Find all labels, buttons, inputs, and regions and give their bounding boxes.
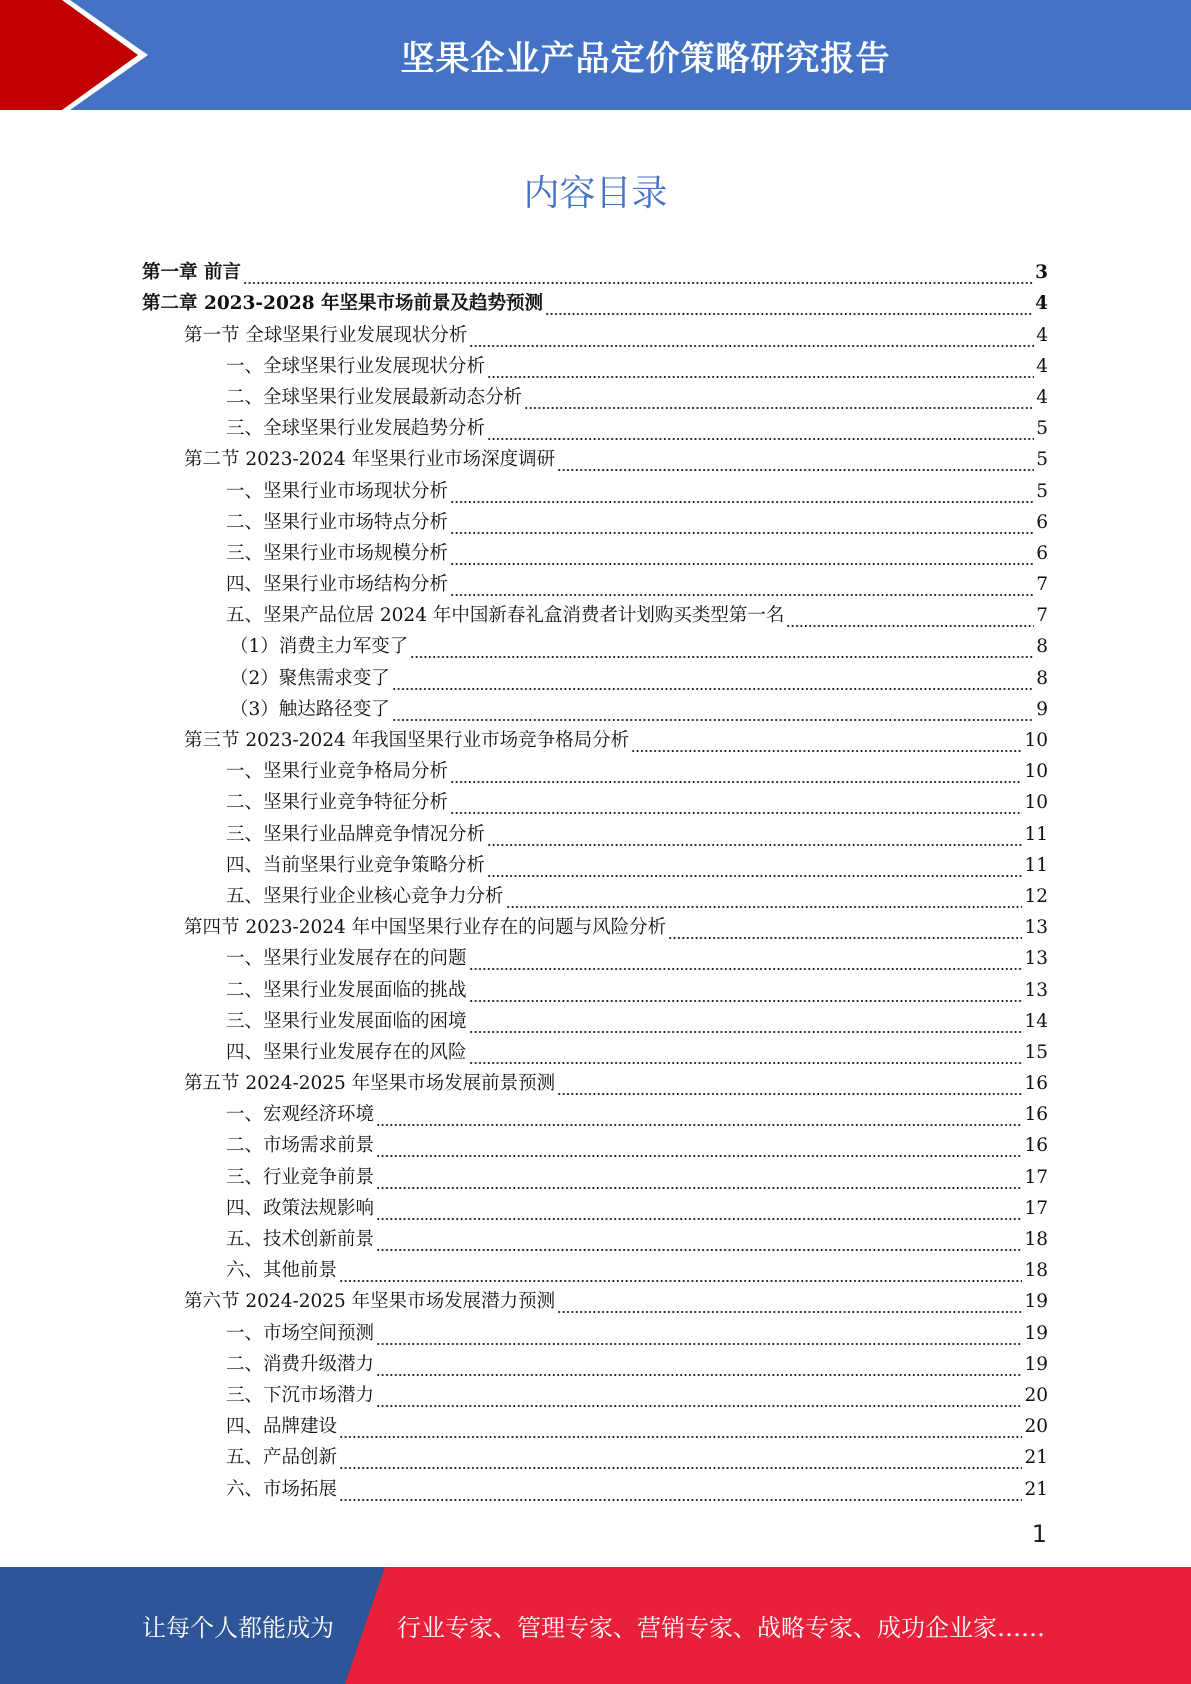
- toc-entry-title: 第三节 2023-2024 年我国坚果行业市场竞争格局分析: [184, 730, 630, 751]
- toc-entry[interactable]: [142, 348, 1048, 379]
- toc-entry[interactable]: [142, 254, 1048, 285]
- toc-entry-page: 4: [1035, 293, 1048, 315]
- report-title: 坚果企业产品定价策略研究报告: [400, 38, 891, 79]
- toc-entry-title: 五、坚果产品位居 2024 年中国新春礼盒消费者计划购买类型第一名: [226, 605, 785, 627]
- toc-entry-title: 第二节 2023-2024 年坚果行业市场深度调研: [184, 449, 556, 471]
- toc-entry[interactable]: [142, 1377, 1048, 1408]
- toc-entry[interactable]: [142, 379, 1048, 410]
- table-of-contents: [142, 254, 1048, 1502]
- toc-entry[interactable]: [142, 566, 1048, 597]
- toc-entry-title: 四、当前坚果行业竞争策略分析: [226, 854, 486, 876]
- toc-entry-page: 13: [1024, 948, 1048, 970]
- toc-entry-page: 21: [1024, 1478, 1048, 1500]
- toc-entry[interactable]: [142, 815, 1048, 846]
- toc-entry[interactable]: [142, 285, 1048, 316]
- toc-entry-page: 10: [1024, 761, 1048, 783]
- toc-entry-page: 17: [1024, 1166, 1048, 1188]
- footer-slogan-left: 让每个人都能成为: [142, 1614, 334, 1642]
- toc-entry-page: 17: [1024, 1197, 1048, 1219]
- toc-entry-page: 13: [1024, 979, 1048, 1001]
- toc-entry-page: 20: [1024, 1384, 1048, 1406]
- toc-entry[interactable]: [142, 1096, 1048, 1127]
- toc-entry-page: 19: [1024, 1322, 1048, 1344]
- toc-entry-title: 二、市场需求前景: [226, 1135, 375, 1157]
- toc-entry-title: 一、宏观经济环境: [226, 1104, 375, 1126]
- toc-entry-title: 三、坚果行业市场规模分析: [226, 542, 449, 564]
- toc-dot-leader: [376, 1201, 1022, 1221]
- toc-entry[interactable]: [142, 722, 1048, 753]
- toc-entry[interactable]: [142, 1065, 1048, 1096]
- toc-dot-leader: [450, 484, 1034, 504]
- toc-dot-leader: [469, 951, 1023, 971]
- toc-entry-title: 第四节 2023-2024 年中国坚果行业存在的问题与风险分析: [184, 917, 667, 939]
- toc-entry[interactable]: [142, 1003, 1048, 1034]
- toc-entry-title: 一、坚果行业发展存在的问题: [226, 948, 467, 970]
- toc-entry-title: 五、坚果行业企业核心竞争力分析: [226, 885, 504, 907]
- toc-entry-page: 4: [1036, 324, 1048, 346]
- toc-dot-leader: [506, 889, 1023, 909]
- toc-entry-title: 五、产品创新: [226, 1447, 338, 1469]
- toc-entry[interactable]: [142, 1127, 1048, 1158]
- toc-entry-page: 16: [1024, 1135, 1048, 1157]
- toc-entry-title: 六、其他前景: [226, 1260, 338, 1282]
- toc-entry-title: 一、坚果行业市场现状分析: [226, 480, 449, 502]
- toc-entry-page: 20: [1024, 1416, 1048, 1438]
- toc-entry-title: 四、坚果行业发展存在的风险: [226, 1041, 467, 1063]
- toc-entry-page: 7: [1036, 605, 1048, 627]
- toc-entry-title: 二、坚果行业竞争特征分析: [226, 792, 449, 814]
- toc-dot-leader: [392, 671, 1034, 691]
- toc-dot-leader: [786, 608, 1034, 628]
- toc-dot-leader: [487, 421, 1034, 441]
- toc-dot-leader: [469, 983, 1023, 1003]
- toc-dot-leader: [376, 1388, 1022, 1408]
- toc-entry[interactable]: [142, 753, 1048, 784]
- toc-dot-leader: [450, 577, 1034, 597]
- toc-entry-title: 一、全球坚果行业发展现状分析: [226, 355, 486, 377]
- toc-entry-page: 3: [1035, 262, 1048, 284]
- toc-entry-title: 三、坚果行业品牌竞争情况分析: [226, 823, 486, 845]
- toc-entry-title: 一、市场空间预测: [226, 1322, 375, 1344]
- toc-entry-page: 14: [1024, 1010, 1048, 1032]
- toc-entry-page: 16: [1024, 1104, 1048, 1126]
- toc-entry[interactable]: [142, 504, 1048, 535]
- header-arrow-decoration: [0, 0, 160, 110]
- toc-entry[interactable]: [142, 1470, 1048, 1501]
- toc-entry-page: 11: [1024, 823, 1048, 845]
- toc-entry-title: 第一节 全球坚果行业发展现状分析: [184, 324, 468, 346]
- toc-entry-title: 第一章 前言: [142, 262, 241, 284]
- toc-dot-leader: [469, 328, 1034, 348]
- toc-entry-title: 一、坚果行业竞争格局分析: [226, 761, 449, 783]
- toc-entry-page: 6: [1036, 542, 1048, 564]
- toc-entry-page: 10: [1024, 730, 1048, 751]
- toc-entry[interactable]: [142, 1408, 1048, 1439]
- toc-entry[interactable]: [142, 691, 1048, 722]
- toc-entry[interactable]: [142, 847, 1048, 878]
- toc-entry-page: 4: [1036, 386, 1048, 408]
- toc-dot-leader: [557, 1076, 1022, 1096]
- toc-entry[interactable]: [142, 410, 1048, 441]
- toc-dot-leader: [339, 1263, 1022, 1283]
- toc-entry-page: 7: [1036, 574, 1048, 596]
- toc-entry[interactable]: [142, 1034, 1048, 1065]
- footer-banner: [0, 1567, 1191, 1684]
- toc-dot-leader: [487, 359, 1034, 379]
- page-number: 1: [1031, 1520, 1047, 1548]
- toc-dot-leader: [376, 1107, 1022, 1127]
- footer-slogan-right: 行业专家、管理专家、营销专家、战略专家、成功企业家……: [397, 1614, 1045, 1642]
- toc-entry[interactable]: [142, 1346, 1048, 1377]
- toc-entry-title: 三、坚果行业发展面临的困境: [226, 1010, 467, 1032]
- toc-dot-leader: [557, 452, 1034, 472]
- toc-dot-leader: [524, 390, 1034, 410]
- toc-entry-page: 18: [1024, 1260, 1048, 1282]
- toc-entry-title: 四、坚果行业市场结构分析: [226, 574, 449, 596]
- toc-entry[interactable]: [142, 1439, 1048, 1470]
- toc-entry[interactable]: [142, 971, 1048, 1002]
- toc-entry[interactable]: [142, 659, 1048, 690]
- toc-dot-leader: [339, 1450, 1022, 1470]
- toc-entry-page: 12: [1024, 885, 1048, 907]
- toc-entry-title: 二、坚果行业发展面临的挑战: [226, 979, 467, 1001]
- toc-entry[interactable]: [142, 472, 1048, 503]
- toc-entry-title: 第五节 2024-2025 年坚果市场发展前景预测: [184, 1073, 556, 1095]
- toc-entry-title: （3）触达路径变了: [230, 698, 390, 720]
- toc-entry[interactable]: [142, 316, 1048, 347]
- toc-entry[interactable]: [142, 1221, 1048, 1252]
- toc-entry[interactable]: [142, 441, 1048, 472]
- toc-dot-leader: [376, 1357, 1022, 1377]
- toc-entry-page: 8: [1036, 636, 1048, 658]
- toc-entry-title: 三、行业竞争前景: [226, 1166, 375, 1188]
- toc-dot-leader: [376, 1138, 1022, 1158]
- toc-dot-leader: [450, 764, 1022, 784]
- toc-heading: 内容目录: [523, 173, 668, 214]
- toc-dot-leader: [487, 827, 1022, 847]
- toc-dot-leader: [376, 1170, 1022, 1190]
- toc-dot-leader: [631, 733, 1022, 753]
- toc-entry-page: 6: [1036, 511, 1048, 533]
- toc-entry-page: 18: [1024, 1229, 1048, 1250]
- toc-entry-title: 二、消费升级潜力: [226, 1353, 375, 1375]
- toc-dot-leader: [376, 1232, 1022, 1252]
- toc-entry-title: 五、技术创新前景: [226, 1229, 375, 1250]
- toc-entry-page: 13: [1024, 917, 1048, 939]
- toc-dot-leader: [243, 265, 1033, 285]
- toc-entry-page: 5: [1036, 418, 1048, 440]
- toc-entry-page: 9: [1036, 698, 1048, 720]
- toc-entry-page: 5: [1036, 480, 1048, 502]
- toc-entry-page: 10: [1024, 792, 1048, 814]
- toc-entry-title: （1）消费主力军变了: [230, 636, 409, 658]
- toc-entry-page: 4: [1036, 355, 1048, 377]
- toc-dot-leader: [339, 1482, 1022, 1502]
- toc-entry-title: 四、政策法规影响: [226, 1197, 375, 1219]
- toc-dot-leader: [450, 546, 1034, 566]
- toc-entry[interactable]: [142, 1283, 1048, 1314]
- toc-entry-page: 8: [1036, 667, 1048, 689]
- toc-entry-page: 19: [1024, 1291, 1048, 1313]
- toc-entry[interactable]: [142, 878, 1048, 909]
- toc-entry-page: 16: [1024, 1073, 1048, 1095]
- toc-entry-title: 四、品牌建设: [226, 1416, 338, 1438]
- toc-entry[interactable]: [142, 1190, 1048, 1221]
- toc-dot-leader: [450, 795, 1022, 815]
- toc-entry[interactable]: [142, 1158, 1048, 1189]
- toc-entry[interactable]: [142, 909, 1048, 940]
- toc-entry-title: 三、下沉市场潜力: [226, 1384, 375, 1406]
- toc-entry-title: 六、市场拓展: [226, 1478, 338, 1500]
- header-banner: [0, 0, 1191, 110]
- toc-entry-page: 5: [1036, 449, 1048, 471]
- toc-dot-leader: [668, 920, 1022, 940]
- toc-entry-title: （2）聚焦需求变了: [230, 667, 390, 689]
- toc-dot-leader: [557, 1294, 1022, 1314]
- toc-entry[interactable]: [142, 1314, 1048, 1345]
- toc-entry-title: 二、坚果行业市场特点分析: [226, 511, 449, 533]
- toc-entry-page: 11: [1024, 854, 1048, 876]
- toc-entry-page: 19: [1024, 1353, 1048, 1375]
- toc-dot-leader: [339, 1419, 1022, 1439]
- toc-entry-title: 第六节 2024-2025 年坚果市场发展潜力预测: [184, 1291, 556, 1313]
- toc-entry[interactable]: [142, 535, 1048, 566]
- toc-dot-leader: [469, 1045, 1023, 1065]
- toc-entry-title: 三、全球坚果行业发展趋势分析: [226, 418, 486, 440]
- toc-entry[interactable]: [142, 628, 1048, 659]
- toc-dot-leader: [469, 1014, 1023, 1034]
- toc-entry-page: 21: [1024, 1447, 1048, 1469]
- toc-entry-title: 二、全球坚果行业发展最新动态分析: [226, 386, 523, 408]
- toc-dot-leader: [487, 858, 1022, 878]
- toc-entry[interactable]: [142, 784, 1048, 815]
- toc-entry-page: 15: [1024, 1041, 1048, 1063]
- toc-entry[interactable]: [142, 940, 1048, 971]
- toc-dot-leader: [410, 639, 1034, 659]
- toc-dot-leader: [450, 515, 1034, 535]
- toc-entry[interactable]: [142, 597, 1048, 628]
- toc-entry[interactable]: [142, 1252, 1048, 1283]
- toc-dot-leader: [545, 296, 1033, 316]
- toc-entry-title: 第二章 2023-2028 年坚果市场前景及趋势预测: [142, 293, 544, 315]
- toc-dot-leader: [392, 702, 1034, 722]
- toc-dot-leader: [376, 1326, 1022, 1346]
